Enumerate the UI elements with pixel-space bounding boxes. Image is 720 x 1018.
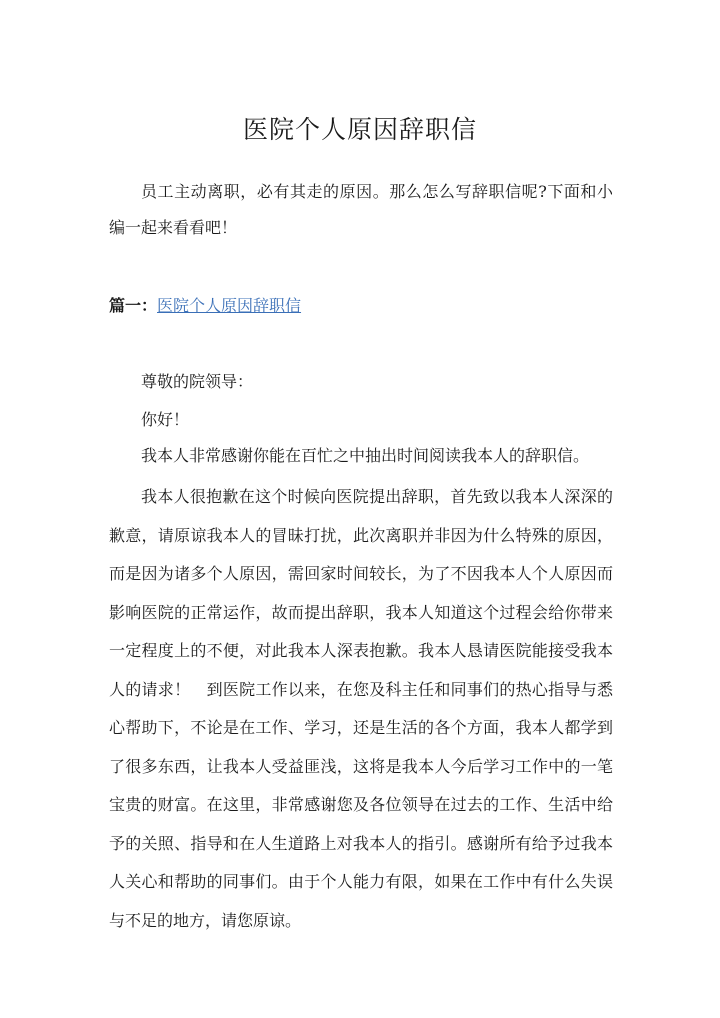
section-heading — [109, 288, 613, 324]
document-title: 医院个人原因辞职信 — [242, 115, 477, 144]
letter-salutation: 尊敬的院领导： — [141, 372, 254, 391]
section-title-link[interactable]: 医院个人原因辞职信 — [157, 296, 302, 315]
letter-paragraph-2: 我本人很抱歉在这个时候向医院提出辞职，首先致以我本人深深的歉意，请原谅我本人的冒昧打扰，此次离职并非因为什么特殊的原因，而是因为诸多个人原因，需回家时间较长，为了不因我本人个人原因而影响医院的正常运作，故而提出辞职，我本人知道这个过程会给你带来一定程度上的不便，对此我本人深表抱歉。我本人恳请医院能接受我本人的请求！ 到医院工作以来，在您及科主任和同事们的热心指导与悉心帮助下，不论是在工作、学习，还是生活的各个方面，我本人都学到了很多东西，让我本人受益匪浅，这将是我本人今后学习工作中的一笔宝贵的财富。在这里，非常感谢您及各位领导在过去的工作、生活中给予的关照、指导和在人生道路上对我本人的指引。感谢所有给予过我本人关心和帮助的同事们。由于个人能力有限，如果在工作中有什么失误与不足的地方，请您原谅。 — [109, 487, 613, 930]
intro-paragraph: 员工主动离职，必有其走的原因。那么怎么写辞职信呢?下面和小编一起来看看吧！ — [109, 182, 613, 237]
letter-paragraph-1: 我本人非常感谢你能在百忙之中抽出时间阅读我本人的辞职信。 — [141, 446, 590, 465]
section-prefix: 篇一： — [109, 296, 158, 315]
letter-greeting: 你好！ — [141, 410, 190, 429]
